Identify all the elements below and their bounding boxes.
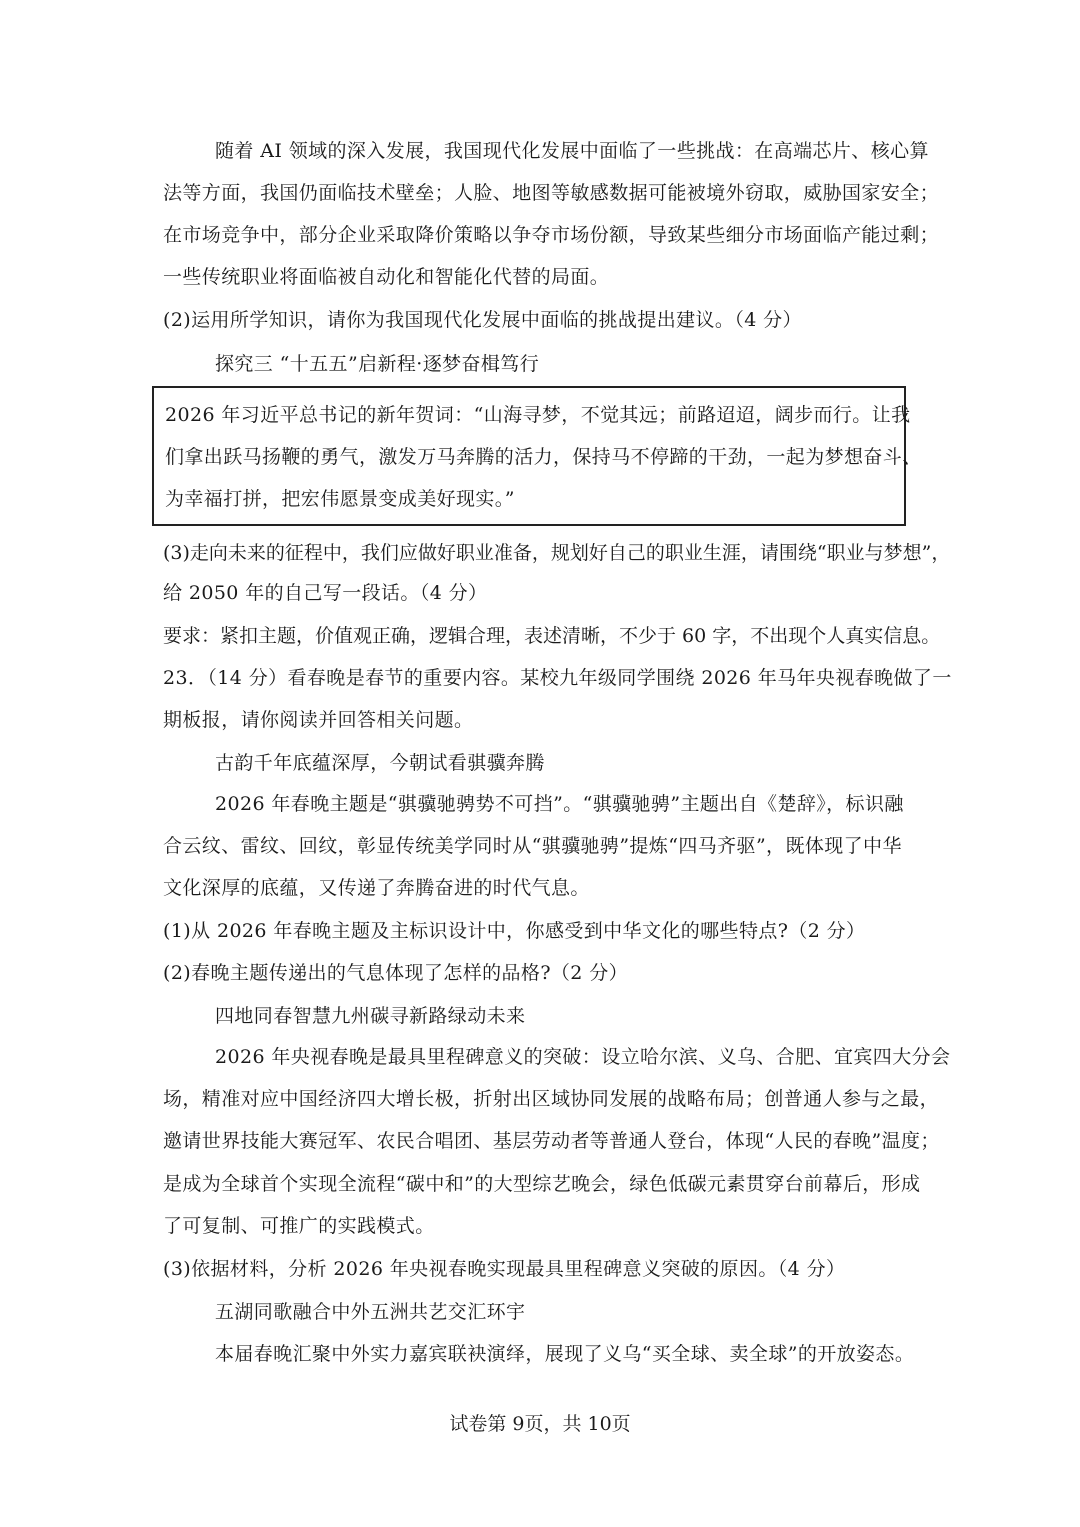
question-3: (3)走向未来的征程中，我们应做好职业准备，规划好自己的职业生涯，请围绕“职业与梦想”，	[163, 542, 951, 564]
question-23-cont: 期板报，请你阅读并回答相关问题。	[163, 709, 474, 731]
page-number-footer: 试卷第 9页，共 10页	[449, 1413, 631, 1435]
question-23-2: (2)春晚主题传递出的气息体现了怎样的品格?（2 分）	[163, 962, 629, 984]
question-2: (2)运用所学知识，请你为我国现代化发展中面临的挑战提出建议。（4 分）	[163, 309, 802, 331]
material-line: 了可复制、可推广的实践模式。	[163, 1215, 435, 1237]
material-line: 是成为全球首个实现全流程“碳中和”的大型综艺晚会，绿色低碳元素贯穿台前幕后，形成	[163, 1173, 921, 1195]
paragraph-line: 法等方面，我国仍面临技术壁垒；人脸、地图等敏感数据可能被境外窃取，威胁国家安全；	[163, 182, 940, 204]
question-3-cont: 给 2050 年的自己写一段话。（4 分）	[163, 582, 488, 604]
board-heading-2: 四地同春智慧九州碳寻新路绿动未来	[215, 1005, 526, 1027]
material-line: 2026 年央视春晚是最具里程碑意义的突破：设立哈尔滨、义乌、合肥、宜宾四大分会	[215, 1046, 951, 1068]
quote-line: 2026 年习近平总书记的新年贺词：“山海寻梦，不觉其远；前路迢迢，阔步而行。让我	[165, 404, 911, 426]
material-line: 文化深厚的底蕴，又传递了奔腾奋进的时代气息。	[163, 877, 590, 899]
material-line: 2026 年春晚主题是“骐骥驰骋势不可挡”。“骐骥驰骋”主题出自《楚辞》，标识融	[215, 793, 904, 815]
quote-line: 们拿出跃马扬鞭的勇气，激发万马奔腾的活力，保持马不停蹄的干劲，一起为梦想奋斗、	[165, 446, 922, 468]
requirement: 要求：紧扣主题，价值观正确，逻辑合理，表述清晰，不少于 60 字，不出现个人真实信息。	[163, 625, 941, 647]
material-line: 合云纹、雷纹、回纹，彰显传统美学同时从“骐骥驰骋”提炼“四马齐驱”，既体现了中华	[163, 835, 902, 857]
section-heading-explore-3: 探究三 “十五五”启新程·逐梦奋楫笃行	[215, 353, 540, 375]
paragraph-line: 在市场竞争中，部分企业采取降价策略以争夺市场份额，导致某些细分市场面临产能过剩；	[163, 224, 940, 246]
paragraph-line: 随着 AI 领域的深入发展，我国现代化发展中面临了一些挑战：在高端芯片、核心算	[215, 140, 929, 162]
board-heading-1: 古韵千年底蕴深厚，今朝试看骐骥奔腾	[215, 752, 545, 774]
material-line: 场，精准对应中国经济四大增长极，折射出区域协同发展的战略布局；创普通人参与之最，	[163, 1088, 940, 1110]
question-23-3: (3)依据材料，分析 2026 年央视春晚实现最具里程碑意义突破的原因。（4 分）	[163, 1258, 846, 1280]
quote-line: 为幸福打拼，把宏伟愿景变成美好现实。”	[165, 488, 515, 510]
material-line: 本届春晚汇聚中外实力嘉宾联袂演绎，展现了义乌“买全球、卖全球”的开放姿态。	[215, 1343, 915, 1365]
board-heading-3: 五湖同歌融合中外五洲共艺交汇环宇	[215, 1301, 526, 1323]
material-line: 邀请世界技能大赛冠军、农民合唱团、基层劳动者等普通人登台，体现“人民的春晚”温度；	[163, 1130, 940, 1152]
paragraph-line: 一些传统职业将面临被自动化和智能化代替的局面。	[163, 266, 610, 288]
question-23-1: (1)从 2026 年春晚主题及主标识设计中，你感受到中华文化的哪些特点?（2 分）	[163, 920, 866, 942]
question-23: 23．（14 分）看春晚是春节的重要内容。某校九年级同学围绕 2026 年马年央视春晚做了一	[163, 667, 952, 689]
